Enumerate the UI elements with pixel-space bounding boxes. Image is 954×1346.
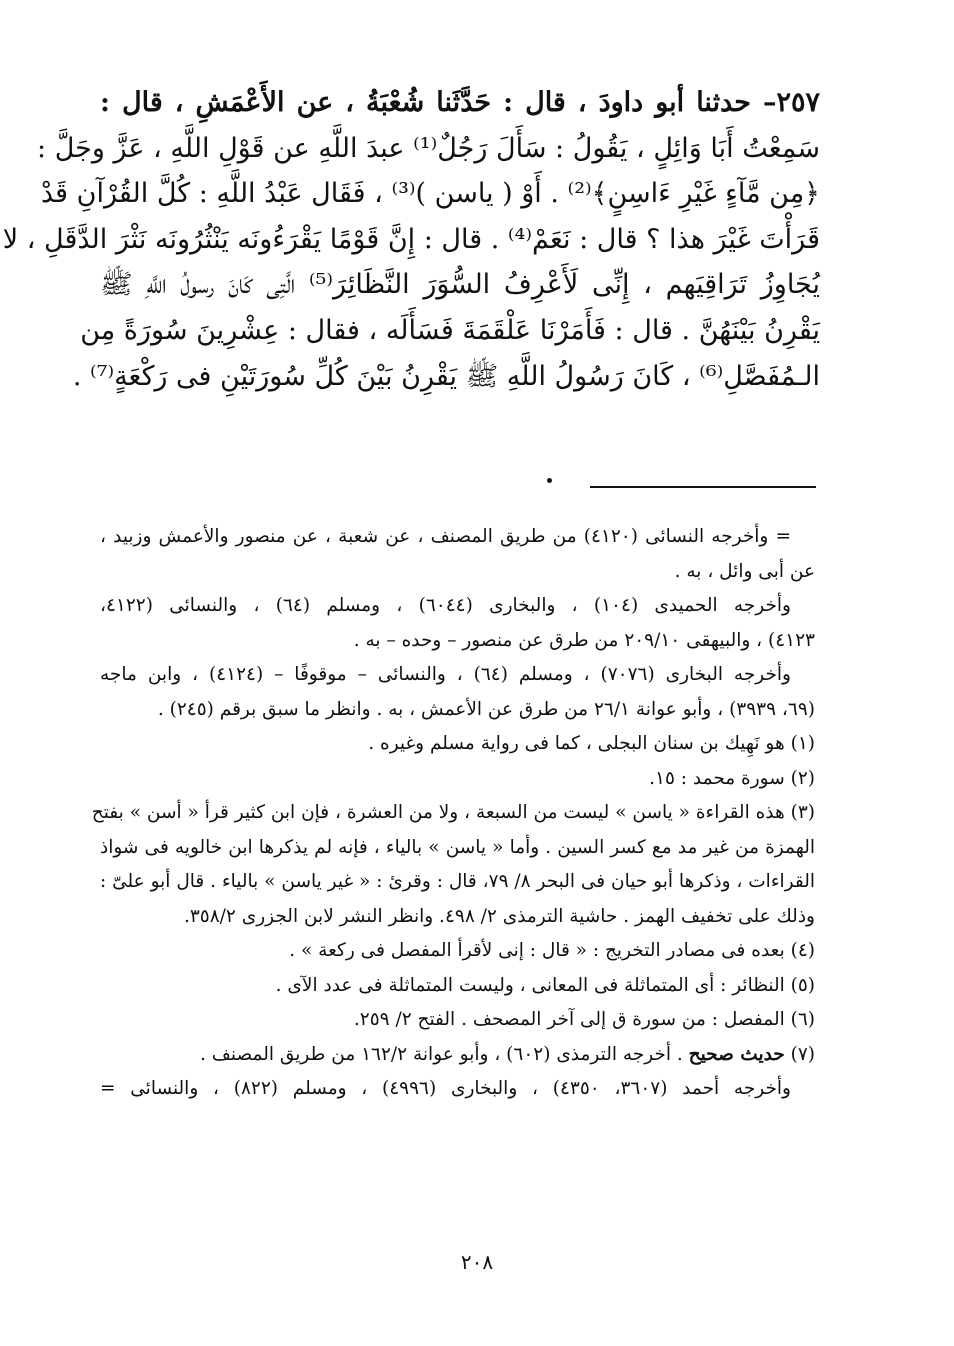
footnote-line: = وأخرجه النسائى (٤١٢٠) من طريق المصنف ، عن شعبة ، عن منصور والأعمش وزبيد ، xyxy=(100,526,791,547)
hadith-line: ٢٥٧– حدثنا أبو داودَ ، قال : حَدَّثَنا شُعْبَةُ ، عن الأَعْمَشِ ، قال : xyxy=(100,87,820,118)
hadith-text xyxy=(2,80,820,399)
hadith-line: سَمِعْتُ أَبَا وَائِلٍ ، يَقُولُ : سَأَلَ رَجُلٌ⁽¹⁾ عبدَ اللَّهِ عن قَوْلِ اللَّهِ ، عَزَّ وجَلَّ : xyxy=(37,132,820,164)
footnote-line: القراءات ، وذكرها أبو حيان فى البحر ٨/ ٧٩، قال : وقرئ : « غير ياسن » بالياء . قال أبو علىّ : xyxy=(100,871,816,892)
footnote-line: الهمزة من غير مد مع كسر السين . وأما « ياسن » بالياء ، فإنه لم يذكرها ابن خالويه فى شواذ xyxy=(100,836,815,858)
footnote-6: (٦) المفصل : من سورة ق إلى آخر المصحف . الفتح ٢/ ٢٥٩. xyxy=(353,1009,815,1030)
grade-label: حديث صحيح xyxy=(688,1043,785,1065)
footnote-line: وذلك على تخفيف الهمز . حاشية الترمذى ٢/ ٤٩٨. وانظر النشر لابن الجزرى ٣٥٨/٢. xyxy=(183,905,815,927)
hadith-line: الـمُفَصَّلِ⁽⁶⁾ ، كَانَ رَسُولُ اللَّهِ ﷺ يَقْرِنُ بَيْنَ كُلِّ سُورَتَيْنِ فى رَكْعَةٍ⁽⁷⁾ . xyxy=(72,360,820,392)
footnote-line: ٤١٢٣) ، والبيهقى ٢٠٩/١٠ من طرق عن منصور – وحده – به . xyxy=(353,629,815,651)
footnote-line: عن أبى وائل ، به . xyxy=(674,560,815,582)
hadith-line: ﴿مِن مَّآءٍ غَيْرِ ءَاسِنٍ﴾⁽²⁾ . أَوْ ( ياسن )⁽³⁾ ، فَقَال عَبْدُ اللَّهِ : كُلَّ القُرْآنِ قَدْ xyxy=(41,178,820,210)
footnote-7: (٧) حديث صحيح . أخرجه الترمذى (٦٠٢) ، وأبو عوانة ١٦٢/٢ من طريق المصنف . xyxy=(199,1043,815,1065)
footnote-3: (٣) هذه القراءة « ياسن » ليست من السبعة ، ولا من العشرة ، فإن ابن كثير قرأ « أسن » بفتح xyxy=(91,802,815,823)
ornament-dot xyxy=(547,478,552,483)
footnote-line: وأخرجه البخارى (٧٠٧٦) ، ومسلم (٦٤) ، والنسائى – موقوفًا – (٤١٢٤) ، وابن ماجه xyxy=(100,664,791,685)
hadith-line: يَقْرِنُ بَيْنَهُنَّ . قال : فَأَمَرْنَا عَلْقَمَةَ فَسَأَلَه ، فقال : عِشْرِينَ سُورَةً مِن xyxy=(80,314,820,346)
footnotes xyxy=(91,520,816,1107)
hadith-line: يُجَاوِزُ تَرَاقِيَهم ، إِنِّى لَأَعْرِفُ السُّوَرَ النَّظَائِرَ⁽⁵⁾ الَّتِى كَانَ رسولُ اللَّهِ ﷺ xyxy=(100,269,820,301)
footnote-line: وأخرجه الحميدى (١٠٤) ، والبخارى (٦٠٤٤) ، ومسلم (٦٤) ، والنسائى (٤١٢٢، xyxy=(100,595,791,616)
footnote-separator xyxy=(590,486,816,488)
footnote-2: (٢) سورة محمد : ١٥. xyxy=(649,767,815,789)
hadith-line: قَرَأْتَ غَيْرَ هذا ؟ قال : نَعَمْ⁽⁴⁾ . قال : إِنَّ قَوْمًا يَقْرَءُونَه يَنْثُرُونَه نَثْرَ الدَّقَلِ ، لا xyxy=(2,223,820,255)
page-number: ٢٠٨ xyxy=(460,1250,494,1274)
footnote-1: (١) هو نَهِيك بن سنان البجلى ، كما فى رواية مسلم وغيره . xyxy=(368,733,815,754)
footnote-line: وأخرجه أحمد (٣٦٠٧، ٤٣٥٠) ، والبخارى (٤٩٩٦) ، ومسلم (٨٢٢) ، والنسائى = xyxy=(100,1078,791,1099)
footnote-line: (٦٩، ٣٩٣٩) ، وأبو عوانة ٢٦/١ من طرق عن الأعمش ، به . وانظر ما سبق برقم (٢٤٥) . xyxy=(157,698,815,720)
footnote-5: (٥) النظائر : أى المتماثلة فى المعانى ، وليست المتماثلة فى عدد الآى . xyxy=(275,974,815,996)
footnote-4: (٤) بعده فى مصادر التخريج : « قال : إنى لأقرأ المفصل فى ركعة » . xyxy=(289,940,815,961)
hadith-number: ٢٥٧ xyxy=(776,87,820,118)
